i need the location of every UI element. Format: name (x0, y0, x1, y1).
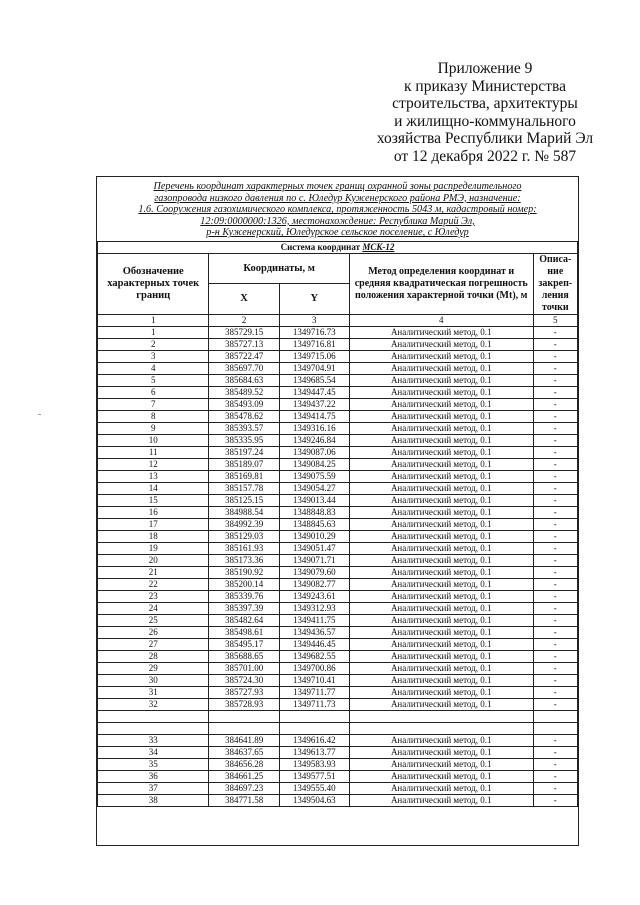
header-point-label: Обозначение характерных точек границ (98, 253, 209, 314)
y-coordinate-cell: 1349010.29 (279, 530, 349, 542)
header-line: и жилищно-коммунального (394, 112, 576, 130)
fix-description-cell: - (533, 734, 577, 746)
y-coordinate-cell: 1349054.27 (279, 482, 349, 494)
method-cell: Аналитический метод, 0.1 (349, 674, 533, 686)
table-row (98, 626, 578, 638)
coordinate-system-row (98, 241, 578, 253)
table-row (98, 338, 578, 350)
table-row (98, 602, 578, 614)
point-number-cell: 18 (98, 530, 209, 542)
fix-description-cell: - (533, 446, 577, 458)
x-coordinate-cell: 385724.30 (209, 674, 279, 686)
method-cell: Аналитический метод, 0.1 (349, 386, 533, 398)
y-coordinate-cell: 1349082.77 (279, 578, 349, 590)
fix-description-cell: - (533, 350, 577, 362)
fix-description-cell: - (533, 650, 577, 662)
blank-cell (209, 710, 279, 722)
point-number-cell: 8 (98, 410, 209, 422)
x-coordinate-cell: 384661.25 (209, 770, 279, 782)
method-cell: Аналитический метод, 0.1 (349, 770, 533, 782)
x-coordinate-cell: 385189.07 (209, 458, 279, 470)
y-coordinate-cell: 1349312.93 (279, 602, 349, 614)
method-cell: Аналитический метод, 0.1 (349, 518, 533, 530)
method-cell: Аналитический метод, 0.1 (349, 650, 533, 662)
method-cell: Аналитический метод, 0.1 (349, 398, 533, 410)
y-coordinate-cell: 1349084.25 (279, 458, 349, 470)
x-coordinate-cell: 385482.64 (209, 614, 279, 626)
point-number-cell: 34 (98, 746, 209, 758)
point-number-cell: 30 (98, 674, 209, 686)
y-coordinate-cell: 1349682.55 (279, 650, 349, 662)
header-line: к приказу Министерства (404, 77, 566, 95)
fix-description-cell: - (533, 590, 577, 602)
table-row (98, 686, 578, 698)
x-coordinate-cell: 385493.09 (209, 398, 279, 410)
y-coordinate-cell: 1349711.73 (279, 698, 349, 710)
column-number: 2 (209, 314, 279, 326)
x-coordinate-cell: 385393.57 (209, 422, 279, 434)
method-cell: Аналитический метод, 0.1 (349, 602, 533, 614)
fix-description-cell: - (533, 326, 577, 338)
x-coordinate-cell: 385200.14 (209, 578, 279, 590)
header-coords: Координаты, м (209, 253, 349, 284)
method-cell: Аналитический метод, 0.1 (349, 422, 533, 434)
header-x: X (209, 284, 279, 315)
x-coordinate-cell: 385684.63 (209, 374, 279, 386)
x-coordinate-cell: 385688.65 (209, 650, 279, 662)
coordinate-system-label: Система координат (280, 242, 361, 253)
x-coordinate-cell: 385173.36 (209, 554, 279, 566)
caption-line: р-н Куженерский, Юледурское сельское поселение, с Юледур (206, 227, 469, 239)
table-row (98, 398, 578, 410)
method-cell: Аналитический метод, 0.1 (349, 542, 533, 554)
column-number-row (98, 314, 578, 326)
y-coordinate-cell: 1349577.51 (279, 770, 349, 782)
caption-line: 12:09:0000000:1326, местонахождение: Республика Марий Эл, (200, 215, 475, 227)
coordinate-system-value: МСК-12 (362, 242, 395, 253)
method-cell: Аналитический метод, 0.1 (349, 734, 533, 746)
point-number-cell: 16 (98, 506, 209, 518)
method-cell: Аналитический метод, 0.1 (349, 686, 533, 698)
y-coordinate-cell: 1349613.77 (279, 746, 349, 758)
point-number-cell: 13 (98, 470, 209, 482)
point-number-cell: 35 (98, 758, 209, 770)
point-number-cell: 27 (98, 638, 209, 650)
point-number-cell: 17 (98, 518, 209, 530)
fix-description-cell: - (533, 770, 577, 782)
fix-description-cell: - (533, 410, 577, 422)
caption-line: Перечень координат характерных точек границ охранной зоны распределительного (153, 181, 522, 192)
y-coordinate-cell: 1349414.75 (279, 410, 349, 422)
method-cell: Аналитический метод, 0.1 (349, 554, 533, 566)
table-row (98, 506, 578, 518)
fix-description-cell: - (533, 386, 577, 398)
point-number-cell: 15 (98, 494, 209, 506)
x-coordinate-cell: 384641.89 (209, 734, 279, 746)
point-number-cell: 11 (98, 446, 209, 458)
x-coordinate-cell: 385335.95 (209, 434, 279, 446)
point-number-cell: 23 (98, 590, 209, 602)
point-number-cell: 9 (98, 422, 209, 434)
coordinates-table (97, 241, 578, 807)
table-row (98, 794, 578, 806)
y-coordinate-cell: 1349447.45 (279, 386, 349, 398)
y-coordinate-cell: 1349051.47 (279, 542, 349, 554)
method-cell: Аналитический метод, 0.1 (349, 338, 533, 350)
fix-description-cell: - (533, 758, 577, 770)
x-coordinate-cell: 385495.17 (209, 638, 279, 650)
method-cell: Аналитический метод, 0.1 (349, 590, 533, 602)
blank-cell (349, 710, 533, 722)
fix-description-cell: - (533, 698, 577, 710)
x-coordinate-cell: 385722.47 (209, 350, 279, 362)
x-coordinate-cell: 384771.58 (209, 794, 279, 806)
point-number-cell: 36 (98, 770, 209, 782)
header-method: Метод определения координат и средняя квадратическая погрешность положения характерной точки (Мt), м (349, 253, 533, 314)
point-number-cell: 20 (98, 554, 209, 566)
x-coordinate-cell: 384697.23 (209, 782, 279, 794)
x-coordinate-cell: 384637.65 (209, 746, 279, 758)
x-coordinate-cell: 384992.39 (209, 518, 279, 530)
fix-description-cell: - (533, 746, 577, 758)
point-number-cell: 26 (98, 626, 209, 638)
y-coordinate-cell: 1349316.16 (279, 422, 349, 434)
blank-cell (533, 710, 577, 722)
table-row (98, 374, 578, 386)
point-number-cell: 2 (98, 338, 209, 350)
header-line: хозяйства Республики Марий Эл (376, 130, 594, 147)
x-coordinate-cell: 385478.62 (209, 410, 279, 422)
x-coordinate-cell: 385498.61 (209, 626, 279, 638)
y-coordinate-cell: 1349013.44 (279, 494, 349, 506)
table-row (98, 350, 578, 362)
point-number-cell: 32 (98, 698, 209, 710)
method-cell: Аналитический метод, 0.1 (349, 446, 533, 458)
blank-cell (98, 722, 209, 734)
blank-cell (279, 722, 349, 734)
point-number-cell: 4 (98, 362, 209, 374)
fix-description-cell: - (533, 470, 577, 482)
y-coordinate-cell: 1349700.86 (279, 662, 349, 674)
y-coordinate-cell: 1349715.06 (279, 350, 349, 362)
method-cell: Аналитический метод, 0.1 (349, 782, 533, 794)
fix-description-cell: - (533, 362, 577, 374)
x-coordinate-cell: 385729.15 (209, 326, 279, 338)
point-number-cell: 1 (98, 326, 209, 338)
table-row (98, 434, 578, 446)
header-line: от 12 декабря 2022 г. № 587 (393, 147, 577, 165)
method-cell: Аналитический метод, 0.1 (349, 626, 533, 638)
point-number-cell: 24 (98, 602, 209, 614)
fix-description-cell: - (533, 338, 577, 350)
method-cell: Аналитический метод, 0.1 (349, 374, 533, 386)
method-cell: Аналитический метод, 0.1 (349, 482, 533, 494)
method-cell: Аналитический метод, 0.1 (349, 662, 533, 674)
header-fix: Описа- ние закреп- ления точки (533, 253, 577, 314)
y-coordinate-cell: 1349616.42 (279, 734, 349, 746)
y-coordinate-cell: 1349583.93 (279, 758, 349, 770)
y-coordinate-cell: 1349716.81 (279, 338, 349, 350)
method-cell: Аналитический метод, 0.1 (349, 458, 533, 470)
fix-description-cell: - (533, 614, 577, 626)
fix-description-cell: - (533, 566, 577, 578)
fix-description-cell: - (533, 686, 577, 698)
table-row (98, 326, 578, 338)
point-number-cell: 29 (98, 662, 209, 674)
table-row (98, 554, 578, 566)
table-row (98, 494, 578, 506)
x-coordinate-cell: 385727.13 (209, 338, 279, 350)
table-row (98, 650, 578, 662)
y-coordinate-cell: 1349704.91 (279, 362, 349, 374)
x-coordinate-cell: 385489.52 (209, 386, 279, 398)
table-row (98, 482, 578, 494)
table-row (98, 734, 578, 746)
y-coordinate-cell: 1349685.54 (279, 374, 349, 386)
table-row (98, 578, 578, 590)
point-number-cell: 25 (98, 614, 209, 626)
x-coordinate-cell: 385728.93 (209, 698, 279, 710)
y-coordinate-cell: 1348845.63 (279, 518, 349, 530)
point-number-cell: 22 (98, 578, 209, 590)
blank-cell (98, 710, 209, 722)
header-line: строительства, архитектуры (392, 95, 578, 112)
method-cell: Аналитический метод, 0.1 (349, 614, 533, 626)
method-cell: Аналитический метод, 0.1 (349, 326, 533, 338)
document-frame (96, 176, 579, 846)
method-cell: Аналитический метод, 0.1 (349, 410, 533, 422)
table-row (98, 782, 578, 794)
y-coordinate-cell: 1349504.63 (279, 794, 349, 806)
table-row (98, 458, 578, 470)
method-cell: Аналитический метод, 0.1 (349, 530, 533, 542)
table-row (98, 698, 578, 710)
blank-cell (533, 722, 577, 734)
point-number-cell: 7 (98, 398, 209, 410)
method-cell: Аналитический метод, 0.1 (349, 758, 533, 770)
x-coordinate-cell: 385169.81 (209, 470, 279, 482)
x-coordinate-cell: 385129.03 (209, 530, 279, 542)
fix-description-cell: - (533, 542, 577, 554)
table-row (98, 662, 578, 674)
fix-description-cell: - (533, 434, 577, 446)
table-row (98, 770, 578, 782)
point-number-cell: 12 (98, 458, 209, 470)
table-row (98, 746, 578, 758)
blank-cell (349, 722, 533, 734)
method-cell: Аналитический метод, 0.1 (349, 350, 533, 362)
x-coordinate-cell: 385727.93 (209, 686, 279, 698)
fix-description-cell: - (533, 398, 577, 410)
table-row (98, 758, 578, 770)
y-coordinate-cell: 1349411.75 (279, 614, 349, 626)
x-coordinate-cell: 385697.70 (209, 362, 279, 374)
x-coordinate-cell: 384656.28 (209, 758, 279, 770)
blank-separator-row (98, 710, 578, 722)
point-number-cell: 19 (98, 542, 209, 554)
column-number: 1 (98, 314, 209, 326)
x-coordinate-cell: 385161.93 (209, 542, 279, 554)
fix-description-cell: - (533, 782, 577, 794)
fix-description-cell: - (533, 794, 577, 806)
y-coordinate-cell: 1349079.60 (279, 566, 349, 578)
y-coordinate-cell: 1349555.40 (279, 782, 349, 794)
blank-cell (209, 722, 279, 734)
appendix-header (360, 60, 610, 165)
blank-separator-row (98, 722, 578, 734)
method-cell: Аналитический метод, 0.1 (349, 434, 533, 446)
table-row (98, 470, 578, 482)
table-row (98, 446, 578, 458)
y-coordinate-cell: 1349710.41 (279, 674, 349, 686)
point-number-cell: 3 (98, 350, 209, 362)
y-coordinate-cell: 1348848.83 (279, 506, 349, 518)
table-row (98, 362, 578, 374)
table-row (98, 422, 578, 434)
point-number-cell: 21 (98, 566, 209, 578)
table-row (98, 674, 578, 686)
x-coordinate-cell: 385190.92 (209, 566, 279, 578)
fix-description-cell: - (533, 422, 577, 434)
fix-description-cell: - (533, 482, 577, 494)
x-coordinate-cell: 385397.39 (209, 602, 279, 614)
method-cell: Аналитический метод, 0.1 (349, 794, 533, 806)
fix-description-cell: - (533, 638, 577, 650)
point-number-cell: 5 (98, 374, 209, 386)
method-cell: Аналитический метод, 0.1 (349, 638, 533, 650)
fix-description-cell: - (533, 506, 577, 518)
method-cell: Аналитический метод, 0.1 (349, 578, 533, 590)
x-coordinate-cell: 385339.76 (209, 590, 279, 602)
scan-mark (38, 414, 41, 415)
point-number-cell: 14 (98, 482, 209, 494)
point-number-cell: 38 (98, 794, 209, 806)
table-row (98, 614, 578, 626)
column-number: 4 (349, 314, 533, 326)
header-y: Y (279, 284, 349, 315)
method-cell: Аналитический метод, 0.1 (349, 566, 533, 578)
fix-description-cell: - (533, 554, 577, 566)
table-caption (97, 177, 578, 241)
point-number-cell: 31 (98, 686, 209, 698)
table-row (98, 410, 578, 422)
y-coordinate-cell: 1349446.45 (279, 638, 349, 650)
point-number-cell: 33 (98, 734, 209, 746)
fix-description-cell: - (533, 458, 577, 470)
x-coordinate-cell: 385701.00 (209, 662, 279, 674)
y-coordinate-cell: 1349246.84 (279, 434, 349, 446)
fix-description-cell: - (533, 374, 577, 386)
point-number-cell: 6 (98, 386, 209, 398)
y-coordinate-cell: 1349436.57 (279, 626, 349, 638)
x-coordinate-cell: 385157.78 (209, 482, 279, 494)
method-cell: Аналитический метод, 0.1 (349, 362, 533, 374)
column-number: 3 (279, 314, 349, 326)
y-coordinate-cell: 1349437.22 (279, 398, 349, 410)
x-coordinate-cell: 385125.15 (209, 494, 279, 506)
table-row (98, 530, 578, 542)
fix-description-cell: - (533, 626, 577, 638)
fix-description-cell: - (533, 578, 577, 590)
table-row (98, 386, 578, 398)
coordinate-system-cell (98, 241, 578, 253)
y-coordinate-cell: 1349071.71 (279, 554, 349, 566)
y-coordinate-cell: 1349087.06 (279, 446, 349, 458)
blank-cell (279, 710, 349, 722)
fix-description-cell: - (533, 530, 577, 542)
x-coordinate-cell: 384988.54 (209, 506, 279, 518)
y-coordinate-cell: 1349711.77 (279, 686, 349, 698)
x-coordinate-cell: 385197.24 (209, 446, 279, 458)
table-row (98, 542, 578, 554)
fix-description-cell: - (533, 602, 577, 614)
header-row (98, 253, 578, 284)
fix-description-cell: - (533, 494, 577, 506)
caption-line: 1.6. Сооружения газохимического комплекса, протяженность 5043 м, кадастровый номер: (138, 204, 537, 216)
fix-description-cell: - (533, 674, 577, 686)
table-row (98, 518, 578, 530)
table-row (98, 638, 578, 650)
y-coordinate-cell: 1349075.59 (279, 470, 349, 482)
header-line: Приложение 9 (437, 60, 533, 77)
column-number: 5 (533, 314, 577, 326)
point-number-cell: 10 (98, 434, 209, 446)
fix-description-cell: - (533, 518, 577, 530)
y-coordinate-cell: 1349243.61 (279, 590, 349, 602)
method-cell: Аналитический метод, 0.1 (349, 506, 533, 518)
method-cell: Аналитический метод, 0.1 (349, 470, 533, 482)
caption-line: газопровода низкого давления по с. Юледур Куженерского района РМЭ, назначение: (154, 192, 521, 204)
method-cell: Аналитический метод, 0.1 (349, 494, 533, 506)
y-coordinate-cell: 1349716.73 (279, 326, 349, 338)
point-number-cell: 28 (98, 650, 209, 662)
method-cell: Аналитический метод, 0.1 (349, 698, 533, 710)
point-number-cell: 37 (98, 782, 209, 794)
table-row (98, 566, 578, 578)
fix-description-cell: - (533, 662, 577, 674)
table-row (98, 590, 578, 602)
method-cell: Аналитический метод, 0.1 (349, 746, 533, 758)
